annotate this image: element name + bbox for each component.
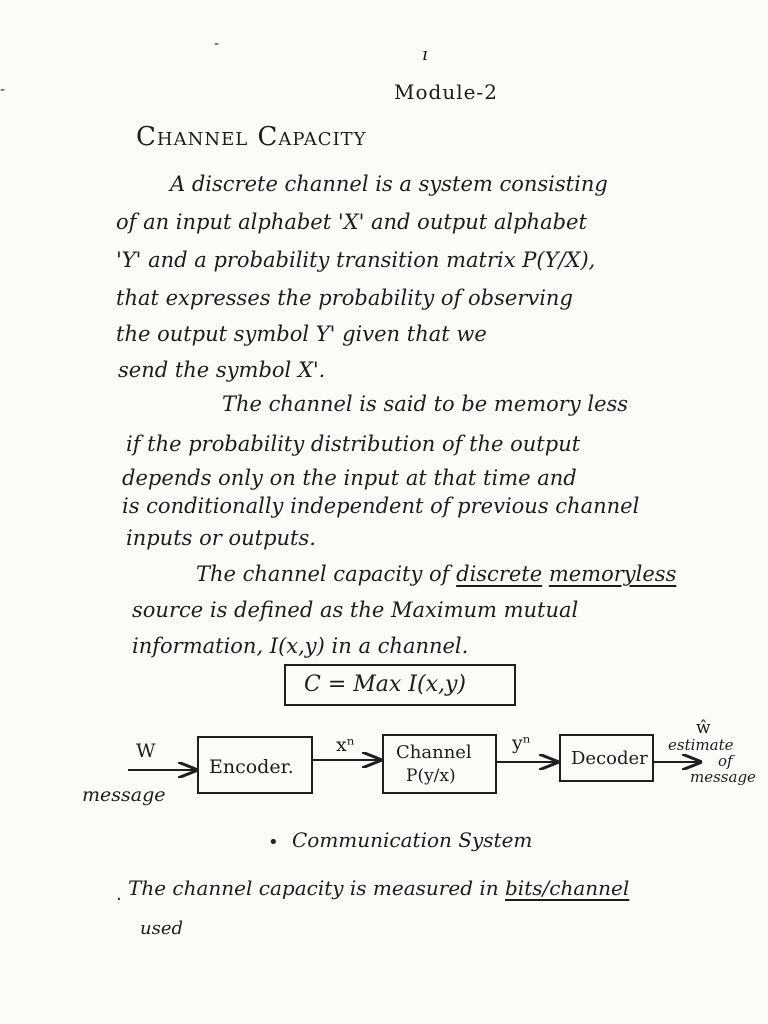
page-title: Channel Capacity (136, 122, 367, 152)
formula-box (284, 664, 516, 706)
capacity-formula: C = Max I(x,y) (304, 672, 466, 697)
capacity-unit: bits/channel (505, 876, 630, 900)
ink-mark: - (214, 36, 220, 52)
output-label-line1: estimate (668, 736, 734, 754)
footer-line2: used (140, 918, 184, 939)
ink-mark-left: - (0, 82, 6, 98)
source-message-label: message (82, 784, 166, 806)
paragraph3-line1 (196, 562, 676, 586)
paragraph3-line3: information, I(x,y) in a channel. (132, 634, 469, 658)
channel-label: Channel (396, 742, 472, 763)
estimate-symbol: ŵ (696, 718, 711, 738)
decoder-block (559, 734, 654, 782)
paragraph2-line3: depends only on the input at that time and (122, 466, 577, 490)
channel-block (382, 734, 497, 794)
paragraph1-line1: A discrete channel is a system consisting (170, 172, 608, 196)
paragraph1-line5: the output symbol Y' given that we (116, 322, 487, 346)
diagram-caption: Communication System (292, 828, 533, 852)
channel-transition-label: P(y/x) (406, 766, 456, 786)
received-signal-label: yⁿ (512, 732, 531, 754)
output-label-line2: of (718, 752, 733, 770)
paragraph1-line2: of an input alphabet 'X' and output alphabet (116, 210, 587, 234)
footer-prefix: The channel capacity is measured in (128, 876, 499, 900)
output-label-line3: message (690, 768, 756, 786)
paragraph2-line4: is conditionally independent of previous channel (122, 494, 640, 518)
page-number-mark: ı (422, 44, 428, 65)
paragraph2-line1: The channel is said to be memory less (222, 392, 629, 416)
input-symbol-w: W (136, 740, 156, 762)
term-memoryless: memoryless (548, 562, 677, 586)
encoder-label: Encoder. (209, 756, 294, 778)
footer-line1 (128, 876, 629, 900)
paragraph2-line2: if the probability distribution of the output (126, 432, 581, 456)
caption-bullet: • (268, 832, 279, 853)
paragraph3-line2: source is defined as the Maximum mutual (132, 598, 579, 622)
encoder-block (197, 736, 313, 794)
paragraph1-line6: send the symbol X'. (118, 358, 326, 382)
paragraph1-line4: that expresses the probability of observing (116, 286, 573, 310)
decoder-label: Decoder (571, 748, 648, 769)
paragraph2-line5: inputs or outputs. (126, 526, 316, 550)
module-header: Module-2 (394, 80, 498, 104)
encoded-signal-label: xⁿ (336, 734, 355, 756)
paragraph3-line1-prefix: The channel capacity of (196, 562, 450, 586)
term-discrete: discrete (456, 562, 543, 586)
footer-bullet: . (116, 884, 122, 905)
paragraph1-line3: 'Y' and a probability transition matrix P(Y/X), (116, 248, 596, 272)
